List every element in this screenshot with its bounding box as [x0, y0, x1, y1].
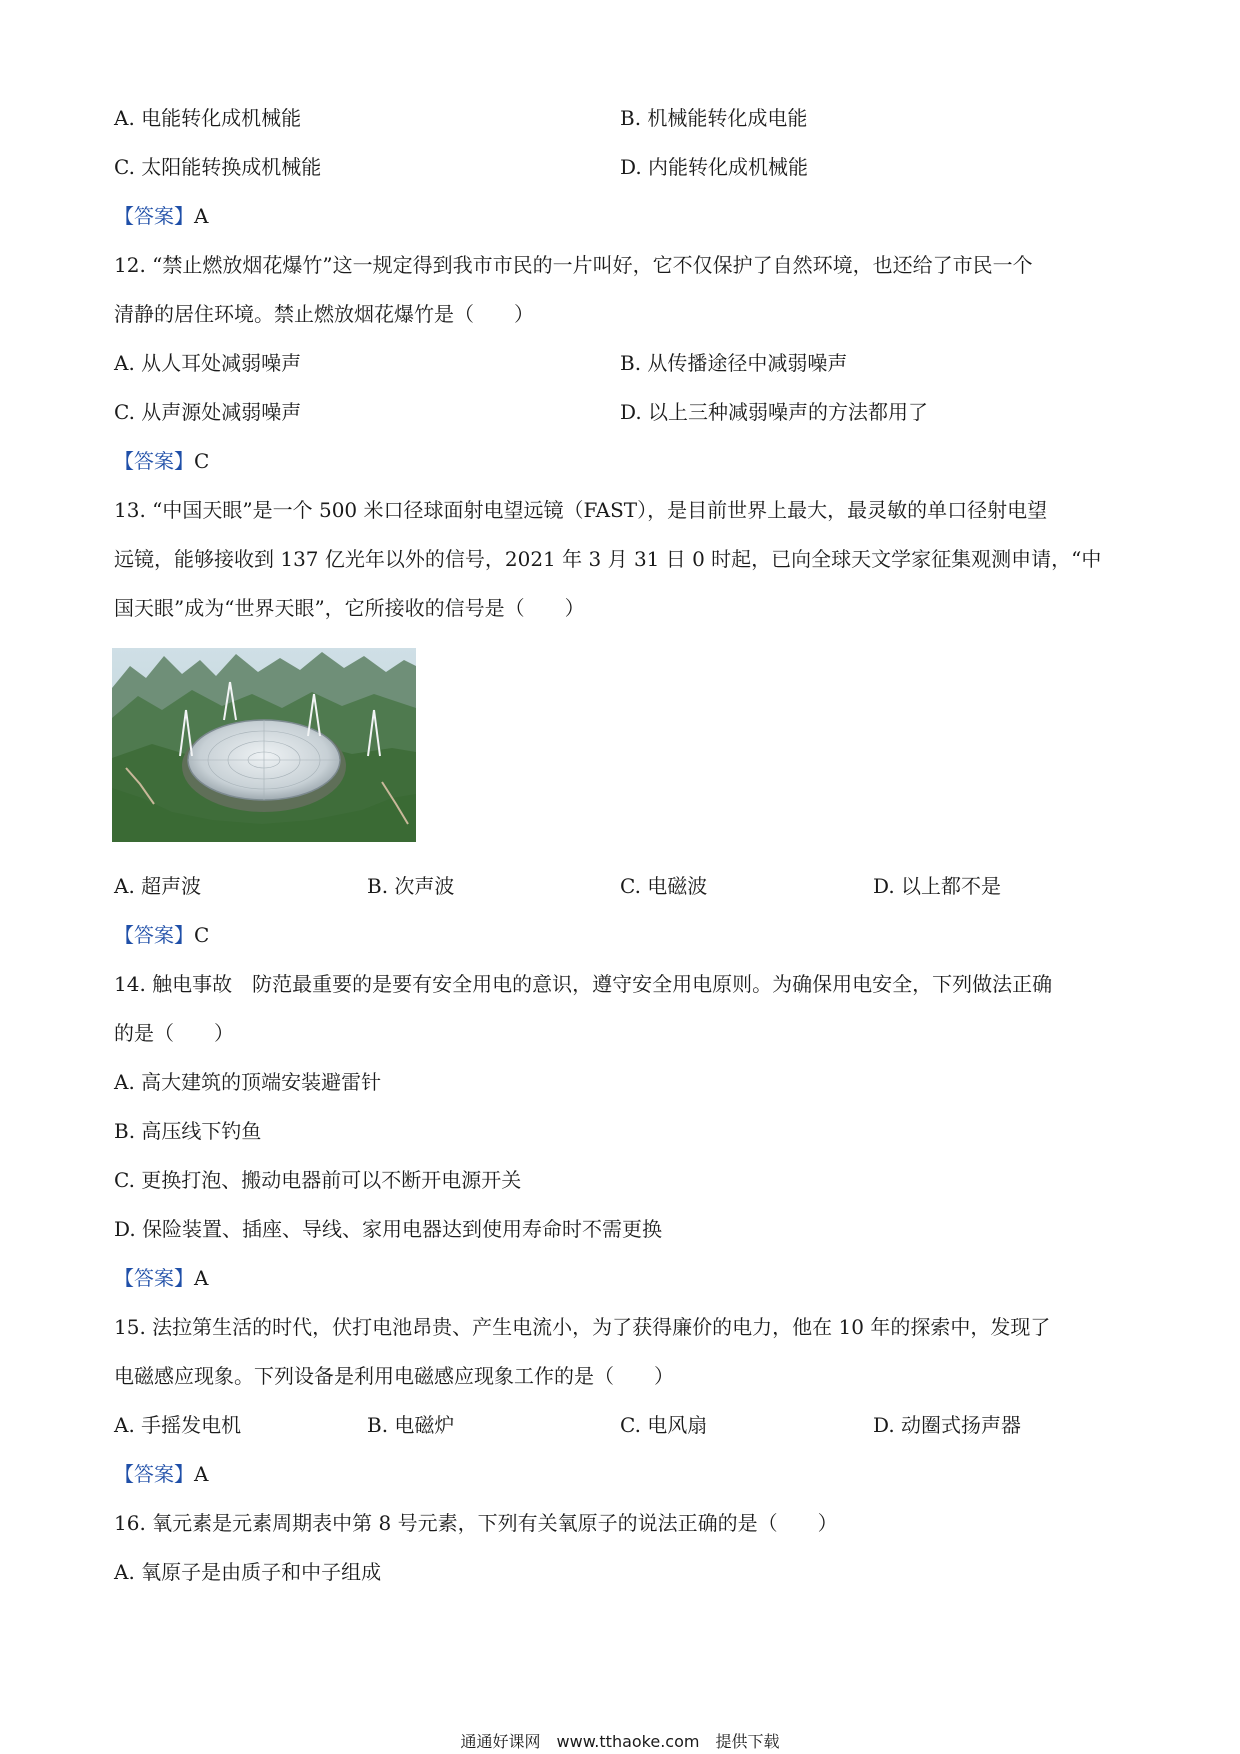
- answer-value: A: [194, 204, 209, 228]
- q12-stem-line-1: 12. “禁止燃放烟花爆竹”这一规定得到我市市民的一片叫好，它不仅保护了自然环境，也还给了市民一个: [114, 253, 1033, 277]
- page-footer: 通通好课网 www.tthaoke.com 提供下载: [460, 1732, 780, 1751]
- q12-option-b: B. 从传播途径中减弱噪声: [620, 351, 848, 375]
- q14-option-c: C. 更换打泡、搬动电器前可以不断开电源开关: [114, 1168, 522, 1192]
- answer-label: 【答案】: [114, 1266, 194, 1290]
- q13-option-c: C. 电磁波: [620, 874, 708, 898]
- q14-option-d: D. 保险装置、插座、导线、家用电器达到使用寿命时不需更换: [114, 1217, 663, 1241]
- q15-option-a: A. 手摇发电机: [114, 1413, 242, 1437]
- q15-option-b: B. 电磁炉: [367, 1413, 455, 1437]
- q12-answer: [114, 447, 209, 475]
- answer-label: 【答案】: [114, 1462, 194, 1486]
- q11-option-d: D. 内能转化成机械能: [620, 155, 809, 179]
- answer-label: 【答案】: [114, 923, 194, 947]
- q13-stem-line-2: 远镜，能够接收到 137 亿光年以外的信号，2021 年 3 月 31 日 0 时起，已向全球天文学家征集观测申请，“中: [114, 547, 1102, 571]
- q12-option-c: C. 从声源处减弱噪声: [114, 400, 302, 424]
- q11-answer: [114, 202, 208, 230]
- q13-stem-line-1: 13. “中国天眼”是一个 500 米口径球面射电望远镜（FAST），是目前世界上最大，最灵敏的单口径射电望: [114, 498, 1048, 522]
- q15-stem-line-2: 电磁感应现象。下列设备是利用电磁感应现象工作的是（ ）: [114, 1364, 674, 1388]
- q12-stem-line-2: 清静的居住环境。禁止燃放烟花爆竹是（ ）: [114, 302, 534, 326]
- answer-value: C: [194, 449, 210, 473]
- q12-option-d: D. 以上三种减弱噪声的方法都用了: [620, 400, 929, 424]
- answer-value: A: [194, 1462, 209, 1486]
- answer-label: 【答案】: [114, 449, 194, 473]
- answer-value: C: [194, 923, 210, 947]
- q15-option-c: C. 电风扇: [620, 1413, 708, 1437]
- q16-stem-line-1: 16. 氧元素是元素周期表中第 8 号元素，下列有关氧原子的说法正确的是（ ）: [114, 1511, 838, 1535]
- q14-stem-line-2: 的是（ ）: [114, 1021, 234, 1045]
- q14-option-b: B. 高压线下钓鱼: [114, 1119, 262, 1143]
- q13-option-d: D. 以上都不是: [873, 874, 1002, 898]
- q15-option-d: D. 动圈式扬声器: [873, 1413, 1022, 1437]
- answer-label: 【答案】: [114, 204, 194, 228]
- q11-option-c: C. 太阳能转换成机械能: [114, 155, 322, 179]
- q14-option-a: A. 高大建筑的顶端安装避雷针: [114, 1070, 382, 1094]
- q13-option-a: A. 超声波: [114, 874, 202, 898]
- q14-stem-line-1: 14. 触电事故 防范最重要的是要有安全用电的意识，遵守安全用电原则。为确保用电安全，下列做法正确: [114, 972, 1053, 996]
- q13-option-b: B. 次声波: [367, 874, 455, 898]
- q13-stem-line-3: 国天眼”成为“世界天眼”，它所接收的信号是（ ）: [114, 596, 585, 620]
- q15-answer: [114, 1460, 208, 1488]
- q12-option-a: A. 从人耳处减弱噪声: [114, 351, 302, 375]
- q11-option-a: A. 电能转化成机械能: [114, 106, 302, 130]
- q16-option-a: A. 氧原子是由质子和中子组成: [114, 1560, 382, 1584]
- q11-option-b: B. 机械能转化成电能: [620, 106, 808, 130]
- q13-answer: [114, 921, 209, 949]
- q14-answer: [114, 1264, 208, 1292]
- fast-telescope-photo: [112, 648, 416, 842]
- q15-stem-line-1: 15. 法拉第生活的时代，伏打电池昂贵、产生电流小，为了获得廉价的电力，他在 10 年的探索中，发现了: [114, 1315, 1051, 1339]
- answer-value: A: [194, 1266, 209, 1290]
